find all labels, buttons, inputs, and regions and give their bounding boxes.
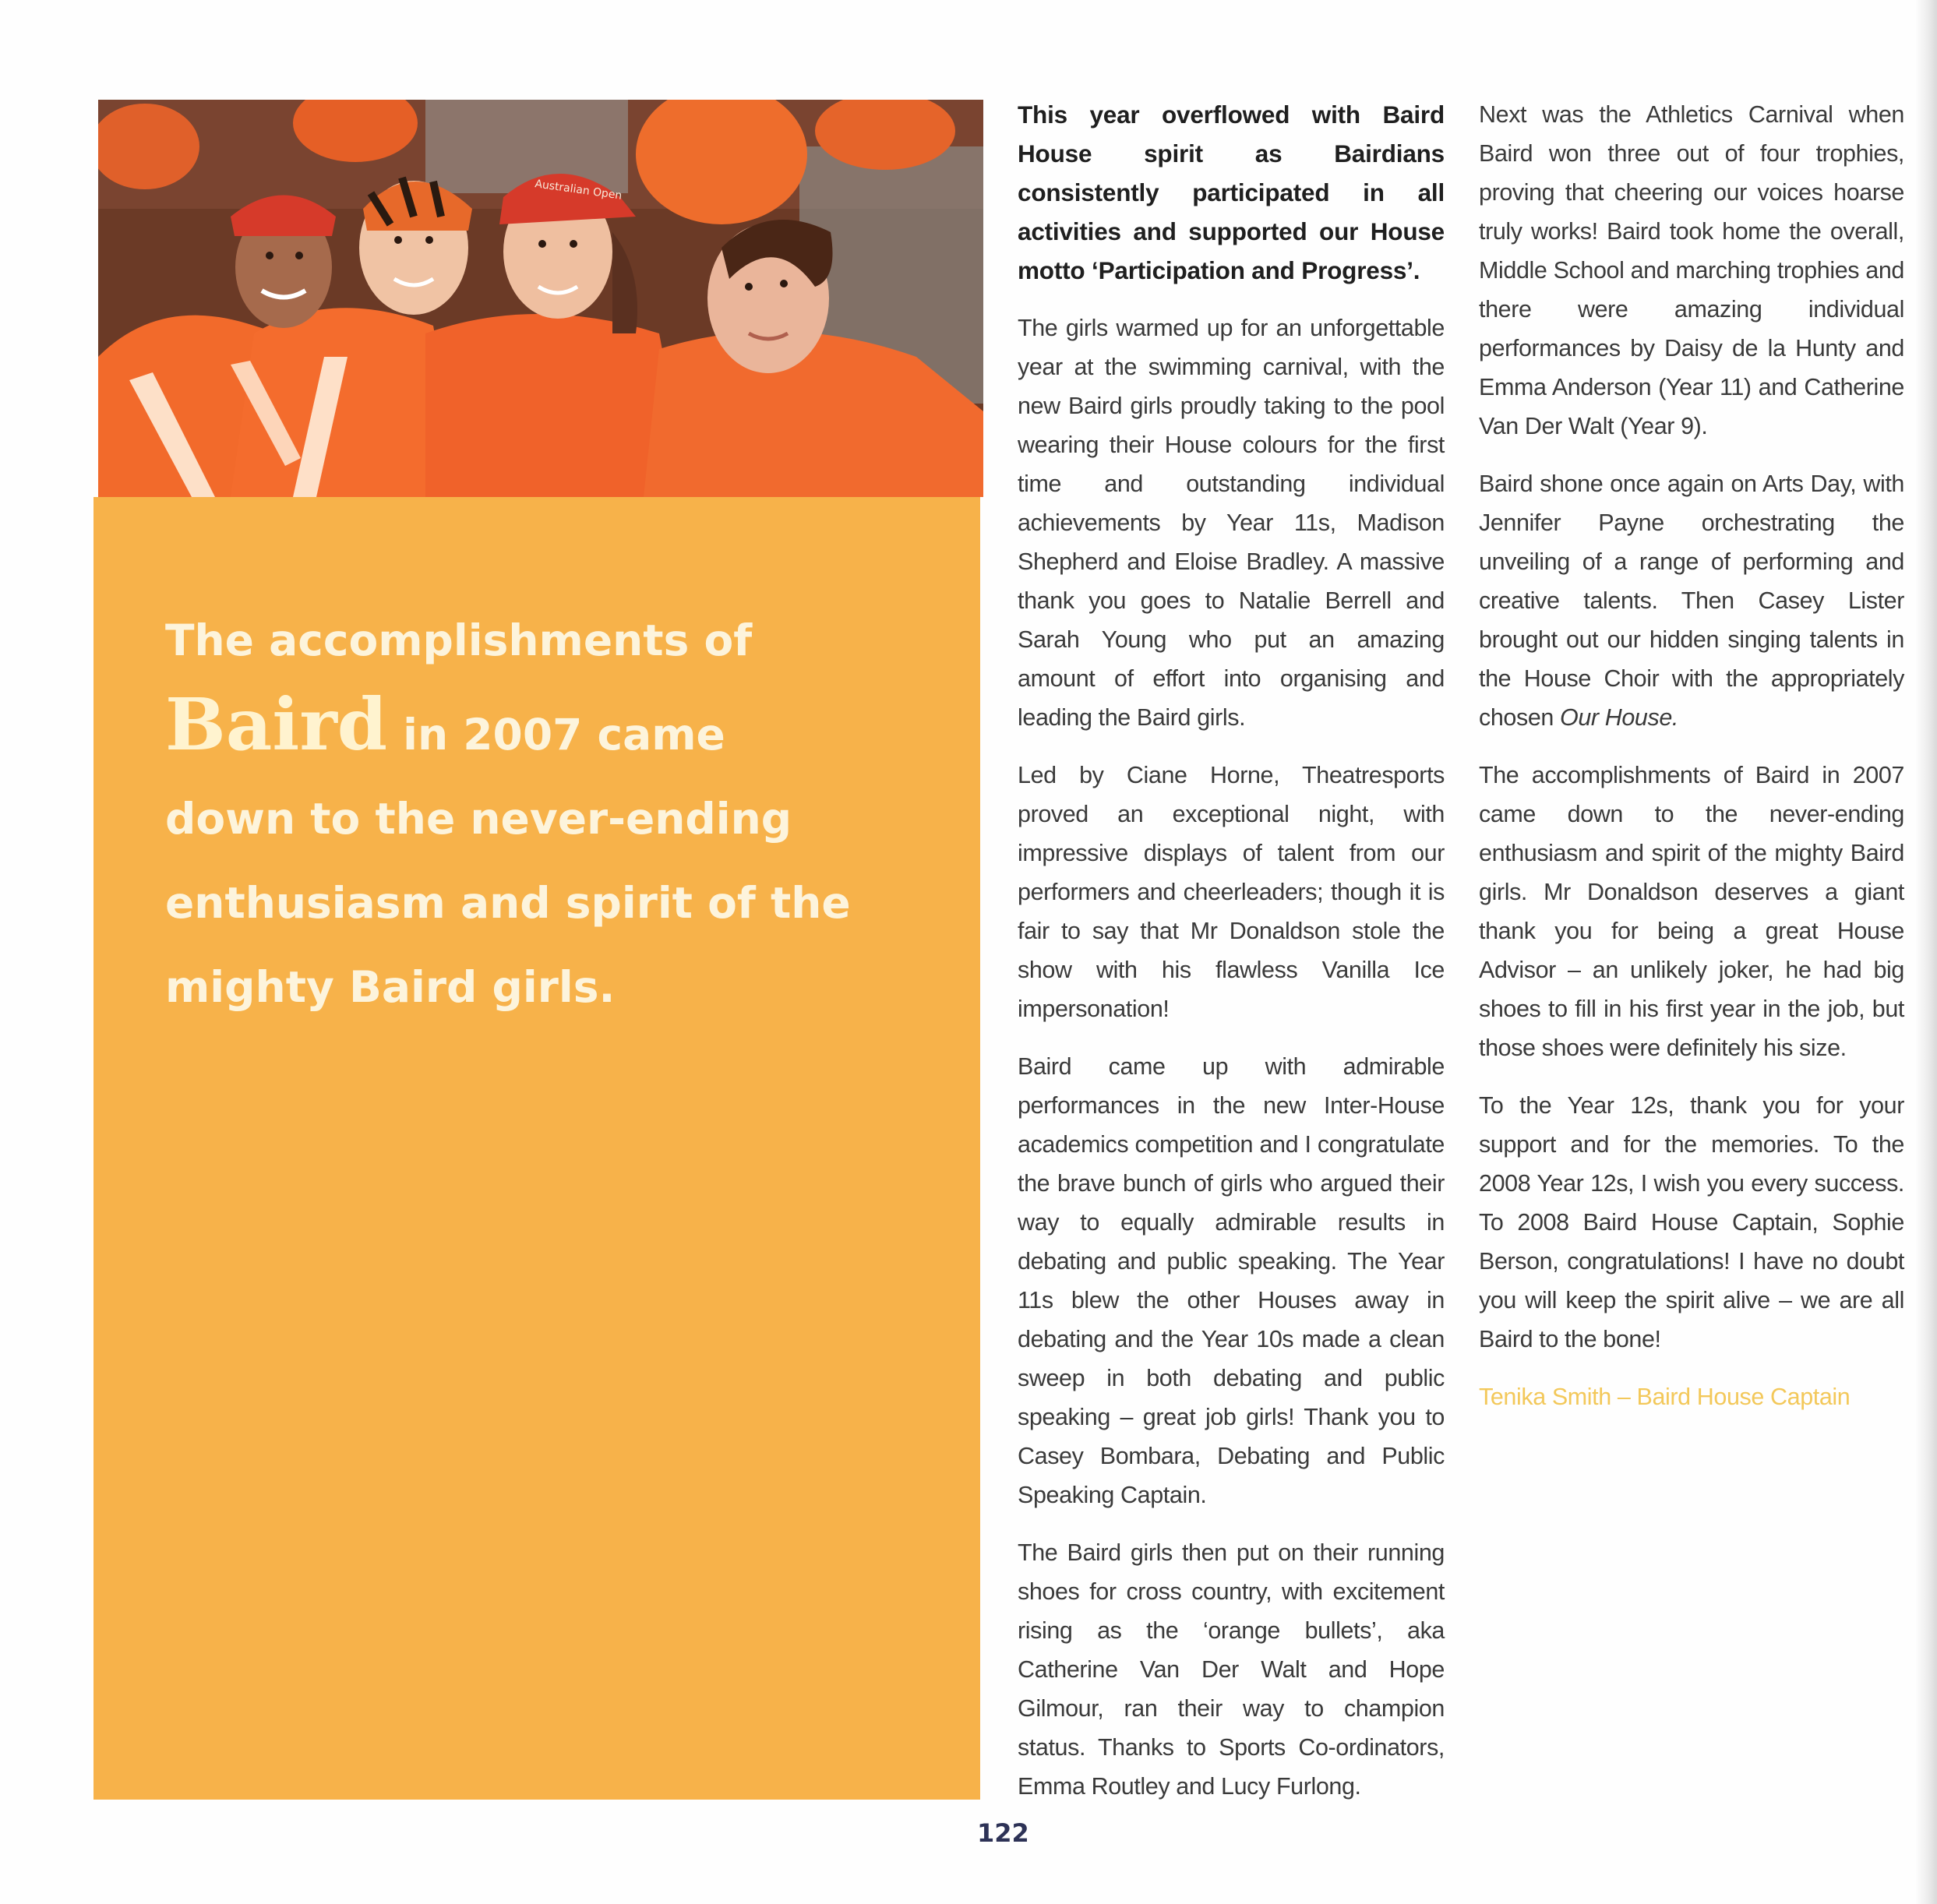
author-signature: Tenika Smith – Baird House Captain	[1479, 1384, 1851, 1410]
academics-paragraph: Baird came up with admirable performances in the new Inter-House academics competition and I congratulate the brave bunch of girls who argued their way to equally admirable results in debating and public speaking. The Year 11s blew the other Houses away in debating and the Year 10s made a clean sweep in both debating and public speaking – great job girls! Thank you to Casey Bombara, Debating and Public Speaking Captain.	[1018, 1053, 1445, 1508]
accomplishments-paragraph: The accomplishments of Baird in 2007 came down to the never-ending enthusiasm and spirit of the mighty Baird girls. Mr Donaldson deserves a giant thank you for being a great House Advisor – an unlikely joker, he had big shoes to fill in his first year in the job, but those shoes were definitely his size.	[1479, 762, 1904, 1061]
text-column-1	[1018, 95, 1445, 1825]
pull-quote-line-2-rest: in 2007 came	[403, 710, 725, 760]
pull-quote-line-5: mighty Baird girls.	[165, 962, 616, 1012]
house-photo	[98, 100, 983, 497]
pull-quote-panel	[93, 497, 980, 1800]
pull-quote-line-3: down to the never-ending	[165, 794, 792, 844]
cross-country-paragraph: The Baird girls then put on their running shoes for cross country, with excitement rising as the ‘orange bullets’, aka Catherine Van Der Walt and Hope Gilmour, ran their way to champion status. Thanks to Sports Co-ordinators, Emma Routley and Lucy Furlong.	[1018, 1539, 1445, 1800]
year-12-paragraph: To the Year 12s, thank you for your support and for the memories. To the 2008 Year 12s, I wish you every success. To 2008 Baird House Captain, Sophie Berson, congratulations! I have no doubt you will keep the spirit alive – we are all Baird to the bone!	[1479, 1092, 1904, 1352]
swimming-paragraph: The girls warmed up for an unforgettable year at the swimming carnival, with the new Baird girls proudly taking to the pool wearing their House colours for the first time and outstanding individual achievements by Year 11s, Madison Shepherd and Eloise Bradley. A massive thank you goes to Natalie Berrell and Sarah Young who put an amazing amount of effort into organising and leading the Baird girls.	[1018, 315, 1445, 731]
arts-day-text: Baird shone once again on Arts Day, with Jennifer Payne orchestrating the unveiling of a range of performing and creative talents. Then Casey Lister brought out our hidden singing talents in the House Choir with the appropriately chosen	[1479, 471, 1904, 731]
song-title: Our House.	[1560, 704, 1678, 731]
lead-paragraph: This year overflowed with Baird House spirit as Bairdians consistently participated in all activities and supported our House motto ‘Participation and Progress’.	[1018, 100, 1445, 284]
text-column-2	[1479, 95, 1904, 1435]
pull-quote-line-2	[165, 682, 866, 777]
pull-quote-line-1: The accomplishments of	[165, 615, 753, 665]
arts-day-paragraph	[1479, 464, 1904, 737]
page-edge-shadow	[1915, 0, 1937, 1904]
cap-logo-text: Australian Open	[534, 178, 623, 203]
pull-quote-line-4: enthusiasm and spirit of the	[165, 878, 851, 928]
pull-quote	[165, 598, 866, 1029]
page-number: 122	[977, 1818, 1029, 1848]
athletics-paragraph: Next was the Athletics Carnival when Baird won three out of four trophies, proving that cheering our voices hoarse truly works! Baird took home the overall, Middle School and marching trophies and there were amazing individual performances by Daisy de la Hunty and Emma Anderson (Year 11) and Catherine Van Der Walt (Year 9).	[1479, 101, 1904, 439]
pull-quote-highlight-word: Baird	[165, 682, 388, 767]
theatresports-paragraph: Led by Ciane Horne, Theatresports proved an exceptional night, with impressive displays of talent from our performers and cheerleaders; though it is fair to say that Mr Donaldson stole the show with his flawless Vanilla Ice impersonation!	[1018, 762, 1445, 1022]
